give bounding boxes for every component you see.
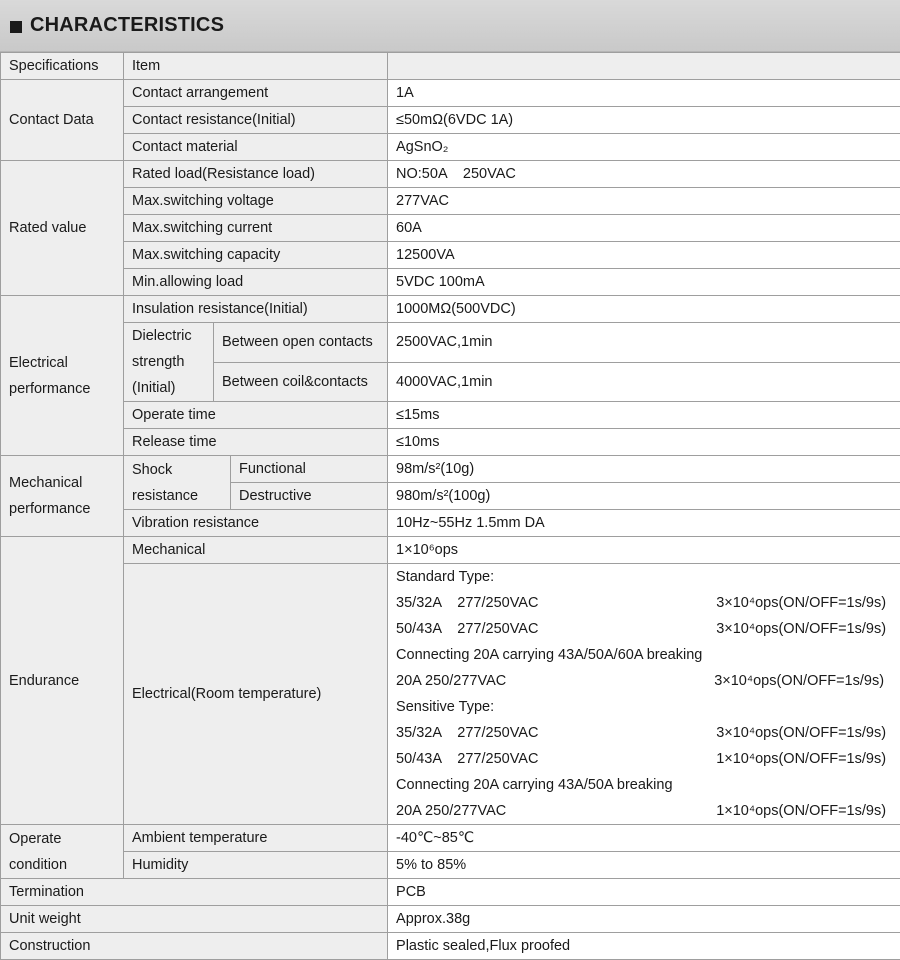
- group-electrical-performance: [1, 296, 124, 456]
- value-cell: 5% to 85%: [388, 852, 900, 879]
- label-line: (Initial): [132, 375, 213, 401]
- rating: 20A 250/277VAC: [396, 798, 506, 824]
- life: 3×10⁴ops(ON/OFF=1s/9s): [716, 616, 886, 642]
- value-cell: 4000VAC,1min: [388, 362, 900, 402]
- list-item: [396, 564, 900, 590]
- value-cell: AgSnO₂: [388, 134, 900, 161]
- table-row: [1, 429, 900, 456]
- table-row: [1, 242, 900, 269]
- table-row: [1, 107, 900, 134]
- item-cell: Ambient temperature: [124, 825, 388, 852]
- item-cell: Mechanical: [124, 537, 388, 564]
- standard-type-title: Standard Type:: [396, 564, 494, 590]
- table-row: [1, 215, 900, 242]
- value-cell: Approx.38g: [388, 906, 900, 933]
- value-cell: 60A: [388, 215, 900, 242]
- item-cell: Contact arrangement: [124, 80, 388, 107]
- item-cell: Min.allowing load: [124, 269, 388, 296]
- rating: 50/43A 277/250VAC: [396, 746, 538, 772]
- value-cell: Plastic sealed,Flux proofed: [388, 933, 900, 960]
- label-line: Shock: [132, 457, 230, 483]
- connecting-text: Connecting 20A carrying 43A/50A/60A breaking: [396, 642, 702, 668]
- table-row: [1, 825, 900, 852]
- list-item: [396, 616, 900, 642]
- table-row: [1, 456, 900, 483]
- table-row: [1, 188, 900, 215]
- header-value: [388, 53, 900, 80]
- list-item: [396, 642, 900, 668]
- construction-label: Construction: [1, 933, 388, 960]
- value-cell: PCB: [388, 879, 900, 906]
- group-label-line: performance: [9, 376, 123, 402]
- group-label-line: Mechanical: [9, 470, 123, 496]
- item-cell: Functional: [231, 456, 388, 483]
- table-row: [1, 564, 900, 825]
- life: 1×10⁴ops(ON/OFF=1s/9s): [716, 746, 886, 772]
- characteristics-table: [0, 52, 900, 960]
- value-cell: 5VDC 100mA: [388, 269, 900, 296]
- item-cell: Max.switching voltage: [124, 188, 388, 215]
- label-line: Dielectric: [132, 323, 213, 349]
- group-label-line: condition: [9, 852, 123, 878]
- header-specifications: Specifications: [1, 53, 124, 80]
- table-row: [1, 161, 900, 188]
- group-label-line: Electrical: [9, 350, 123, 376]
- value-cell: NO:50A 250VAC: [388, 161, 900, 188]
- item-cell: Max.switching current: [124, 215, 388, 242]
- list-item: [396, 746, 900, 772]
- value-cell: 1A: [388, 80, 900, 107]
- termination-label: Termination: [1, 879, 388, 906]
- table-row: [1, 80, 900, 107]
- table-row: [1, 134, 900, 161]
- list-item: [396, 798, 900, 824]
- item-cell: Contact resistance(Initial): [124, 107, 388, 134]
- list-item: [396, 772, 900, 798]
- life: 1×10⁴ops(ON/OFF=1s/9s): [716, 798, 886, 824]
- value-cell: 1×10⁶ops: [388, 537, 900, 564]
- table-row: [1, 879, 900, 906]
- table-row: [1, 296, 900, 323]
- table-row: [1, 906, 900, 933]
- value-cell: 1000MΩ(500VDC): [388, 296, 900, 323]
- rating: 35/32A 277/250VAC: [396, 720, 538, 746]
- life: 3×10⁴ops(ON/OFF=1s/9s): [716, 590, 886, 616]
- sensitive-type-title: Sensitive Type:: [396, 694, 494, 720]
- group-rated-value: Rated value: [1, 161, 124, 296]
- label-line: resistance: [132, 483, 230, 509]
- shock-resistance-label: [124, 456, 231, 510]
- unit-weight-label: Unit weight: [1, 906, 388, 933]
- dielectric-strength-label: [124, 323, 214, 402]
- table-row: [1, 537, 900, 564]
- group-contact-data: Contact Data: [1, 80, 124, 161]
- list-item: [396, 694, 900, 720]
- item-cell: Between coil&contacts: [214, 362, 388, 402]
- list-item: [396, 720, 900, 746]
- section-header: [0, 0, 900, 52]
- item-cell: Destructive: [231, 483, 388, 510]
- rating: 35/32A 277/250VAC: [396, 590, 538, 616]
- group-operate-condition: [1, 825, 124, 879]
- table-row: [1, 269, 900, 296]
- item-cell: Electrical(Room temperature): [124, 564, 388, 825]
- header-item: Item: [124, 53, 388, 80]
- item-cell: Rated load(Resistance load): [124, 161, 388, 188]
- group-label-line: Operate: [9, 826, 123, 852]
- list-item: [396, 590, 900, 616]
- value-cell: 2500VAC,1min: [388, 323, 900, 363]
- rating: 20A 250/277VAC: [396, 668, 506, 694]
- item-cell: Vibration resistance: [124, 510, 388, 537]
- life: 3×10⁴ops(ON/OFF=1s/9s): [716, 720, 886, 746]
- item-cell: Contact material: [124, 134, 388, 161]
- life: 3×10⁴ops(ON/OFF=1s/9s): [714, 668, 884, 694]
- group-label-line: performance: [9, 496, 123, 522]
- square-bullet-icon: [10, 21, 22, 33]
- value-cell: 98m/s²(10g): [388, 456, 900, 483]
- item-cell: Max.switching capacity: [124, 242, 388, 269]
- value-cell: -40℃~85℃: [388, 825, 900, 852]
- group-endurance: Endurance: [1, 537, 124, 825]
- electrical-endurance-list: [388, 564, 900, 825]
- item-cell: Insulation resistance(Initial): [124, 296, 388, 323]
- value-cell: ≤10ms: [388, 429, 900, 456]
- item-cell: Humidity: [124, 852, 388, 879]
- table-row: [1, 402, 900, 429]
- table-row: [1, 852, 900, 879]
- label-line: strength: [132, 349, 213, 375]
- value-cell: 277VAC: [388, 188, 900, 215]
- table-row: [1, 510, 900, 537]
- item-cell: Operate time: [124, 402, 388, 429]
- item-cell: Between open contacts: [214, 323, 388, 363]
- rating: 50/43A 277/250VAC: [396, 616, 538, 642]
- value-cell: 10Hz~55Hz 1.5mm DA: [388, 510, 900, 537]
- group-mechanical-performance: [1, 456, 124, 537]
- list-item: [396, 668, 900, 694]
- value-cell: ≤15ms: [388, 402, 900, 429]
- section-title: CHARACTERISTICS: [30, 14, 224, 37]
- value-cell: 980m/s²(100g): [388, 483, 900, 510]
- connecting-text: Connecting 20A carrying 43A/50A breaking: [396, 772, 673, 798]
- item-cell: Release time: [124, 429, 388, 456]
- table-header-row: [1, 53, 900, 80]
- table-row: [1, 933, 900, 960]
- table-row: [1, 323, 900, 363]
- value-cell: ≤50mΩ(6VDC 1A): [388, 107, 900, 134]
- value-cell: 12500VA: [388, 242, 900, 269]
